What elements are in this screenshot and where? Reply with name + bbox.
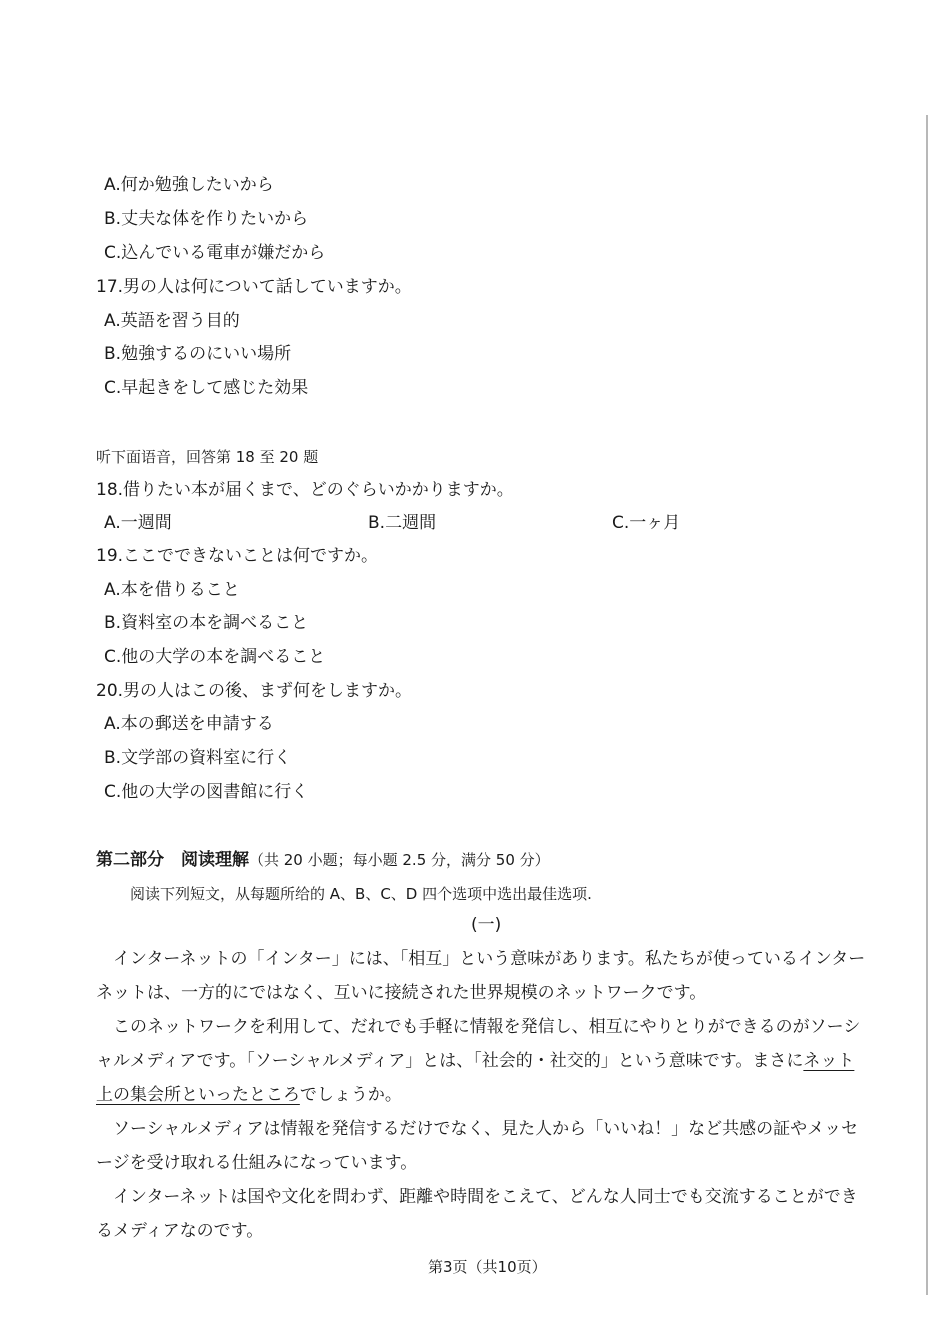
- q17-question: 17.男の人は何について話していますか。: [96, 277, 412, 297]
- q18-option-b: B.二週間: [368, 513, 437, 533]
- q17-option-a: A.英語を習う目的: [104, 311, 240, 331]
- passage-paragraph-2-end: でしょうか。: [299, 1085, 402, 1105]
- q20-option-a: A.本の郵送を申請する: [104, 714, 274, 734]
- section-instruction: 听下面语音，回答第 18 至 20 题: [96, 448, 319, 466]
- passage-paragraph-2-start: このネットワークを利用して、だれでも手軽に情報を発信し、相互にやりとりができるのがソーシャルメディアです。「ソーシャルメディア」とは、「社会的・社交的」という意味です。まさに: [96, 1017, 861, 1071]
- part2-instruction: 阅读下列短文，从每题所给的 A、B、C、D 四个选项中选出最佳选项.: [130, 885, 592, 903]
- q20-option-c: C.他の大学の図書館に行く: [104, 782, 309, 802]
- part2-title-note: （共 20 小题；每小题 2.5 分，满分 50 分）: [249, 851, 550, 869]
- part2-title: 第二部分 阅读理解: [96, 850, 249, 870]
- passage-paragraph-2: [96, 1010, 866, 1112]
- q18-option-c: C.一ヶ月: [612, 513, 681, 533]
- page-edge-line: [926, 115, 928, 1295]
- passage-paragraph-3: ソーシャルメディアは情報を発信するだけでなく、見た人から「いいね！」など共感の証やメッセージを受け取れる仕組みになっています。: [96, 1119, 859, 1173]
- passage-number: (一): [471, 915, 502, 935]
- q20-option-b: B.文学部の資料室に行く: [104, 748, 292, 768]
- underlined-phrase: ネット上の集会所といったところ: [96, 1051, 855, 1105]
- q19-question: 19.ここでできないことは何ですか。: [96, 546, 379, 566]
- passage: [96, 942, 866, 1248]
- part2-heading: [96, 849, 550, 871]
- q19-option-b: B.資料室の本を調べること: [104, 613, 309, 633]
- q17-option-b: B.勉強するのにいい場所: [104, 344, 292, 364]
- q20-question: 20.男の人はこの後、まず何をしますか。: [96, 681, 413, 701]
- q19-option-c: C.他の大学の本を調べること: [104, 647, 326, 667]
- q16-option-a: A.何か勉強したいから: [104, 175, 274, 195]
- q19-option-a: A.本を借りること: [104, 580, 240, 600]
- q16-option-b: B.丈夫な体を作りたいから: [104, 209, 309, 229]
- q17-option-c: C.早起きをして感じた効果: [104, 378, 309, 398]
- passage-paragraph-1: インターネットの「インター」には、「相互」という意味があります。私たちが使っているインターネットは、一方的にではなく、互いに接続された世界規模のネットワークです。: [96, 949, 866, 1003]
- passage-paragraph-4: インターネットは国や文化を問わず、距離や時間をこえて、どんな人同士でも交流することができるメディアなのです。: [96, 1187, 858, 1241]
- page-footer: 第3页（共10页）: [428, 1258, 547, 1276]
- q18-question: 18.借りたい本が届くまで、どのぐらいかかりますか。: [96, 480, 514, 500]
- q16-option-c: C.込んでいる電車が嫌だから: [104, 243, 326, 263]
- q18-option-a: A.一週間: [104, 513, 172, 533]
